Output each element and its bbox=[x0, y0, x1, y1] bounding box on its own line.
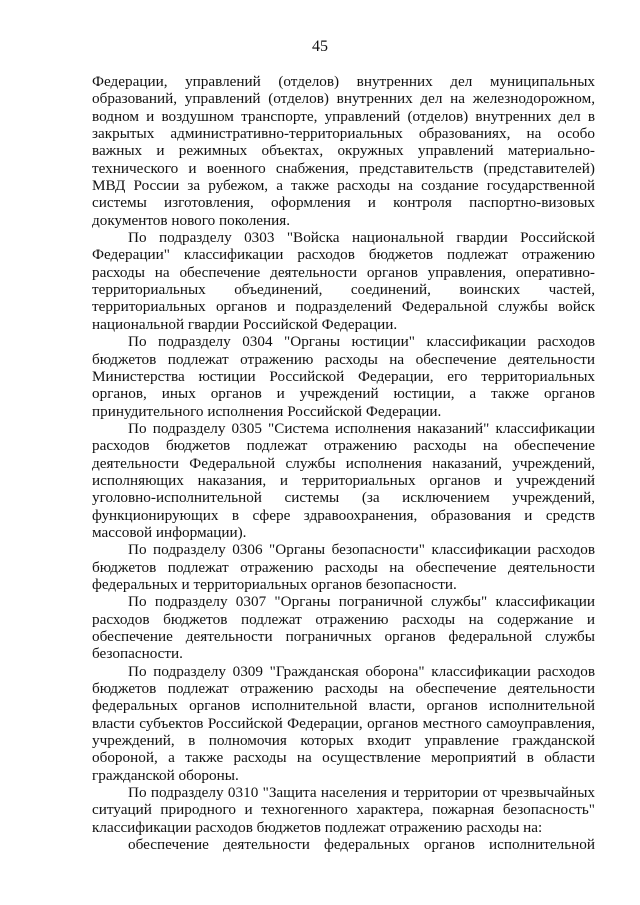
paragraph-0303: По подразделу 0303 "Войска национальной гвардии Российской Федерации" классификации расходов бюджетов подлежат отражению расходы на обеспечение деятельности органов управления, оперативно-территориальных объединений, соединений, воинских частей, территориальных органов и подразделений Федеральной службы войск национальной гвардии Российской Федерации. bbox=[92, 229, 595, 333]
paragraph-0310: По подразделу 0310 "Защита населения и территории от чрезвычайных ситуаций природного и техногенного характера, пожарная безопасность" классификации расходов бюджетов подлежат отражению расходы на: bbox=[92, 784, 595, 836]
paragraph-continuation: Федерации, управлений (отделов) внутренних дел муниципальных образований, управлений (отделов) внутренних дел на железнодорожном, водном и воздушном транспорте, управлений (отделов) внутренних дел в закрытых административно-территориальных образованиях, на особо важных и режимных объектах, окружных управлений материально-технического и военного снабжения, представительств (представителей) МВД России за рубежом, а также расходы на создание государственной системы изготовления, оформления и контроля паспортно-визовых документов нового поколения. bbox=[92, 73, 595, 229]
paragraph-0307: По подразделу 0307 "Органы пограничной службы" классификации расходов бюджетов подлежат отражению расходы на содержание и обеспечение деятельности пограничных органов федеральной службы безопасности. bbox=[92, 593, 595, 663]
paragraph-0304: По подразделу 0304 "Органы юстиции" классификации расходов бюджетов подлежат отражению расходы на обеспечение деятельности Министерства юстиции Российской Федерации, его территориальных органов, иных органов и учреждений юстиции, а также органов принудительного исполнения Российской Федерации. bbox=[92, 333, 595, 420]
paragraph-0306: По подразделу 0306 "Органы безопасности" классификации расходов бюджетов подлежат отражению расходы на обеспечение деятельности федеральных и территориальных органов безопасности. bbox=[92, 541, 595, 593]
paragraph-0309: По подразделу 0309 "Гражданская оборона" классификации расходов бюджетов подлежат отражению расходы на обеспечение деятельности федеральных органов исполнительной власти, органов исполнительной власти субъектов Российской Федерации, органов местного самоуправления, учреждений, в полномочия которых входит управление гражданской обороной, а также расходы на осуществление мероприятий в области гражданской обороны. bbox=[92, 662, 595, 784]
document-body bbox=[92, 73, 595, 853]
page-number: 45 bbox=[312, 38, 328, 55]
paragraph-0305: По подразделу 0305 "Система исполнения наказаний" классификации расходов бюджетов подлежат отражению расходы на обеспечение деятельности Федеральной службы исполнения наказаний, учреждений, исполняющих наказания, и территориальных органов и учреждений уголовно-исполнительной системы (за исключением учреждений, функционирующих в сфере здравоохранения, образования и средств массовой информации). bbox=[92, 419, 595, 541]
paragraph-0310-item: обеспечение деятельности федеральных органов исполнительной bbox=[128, 836, 595, 854]
